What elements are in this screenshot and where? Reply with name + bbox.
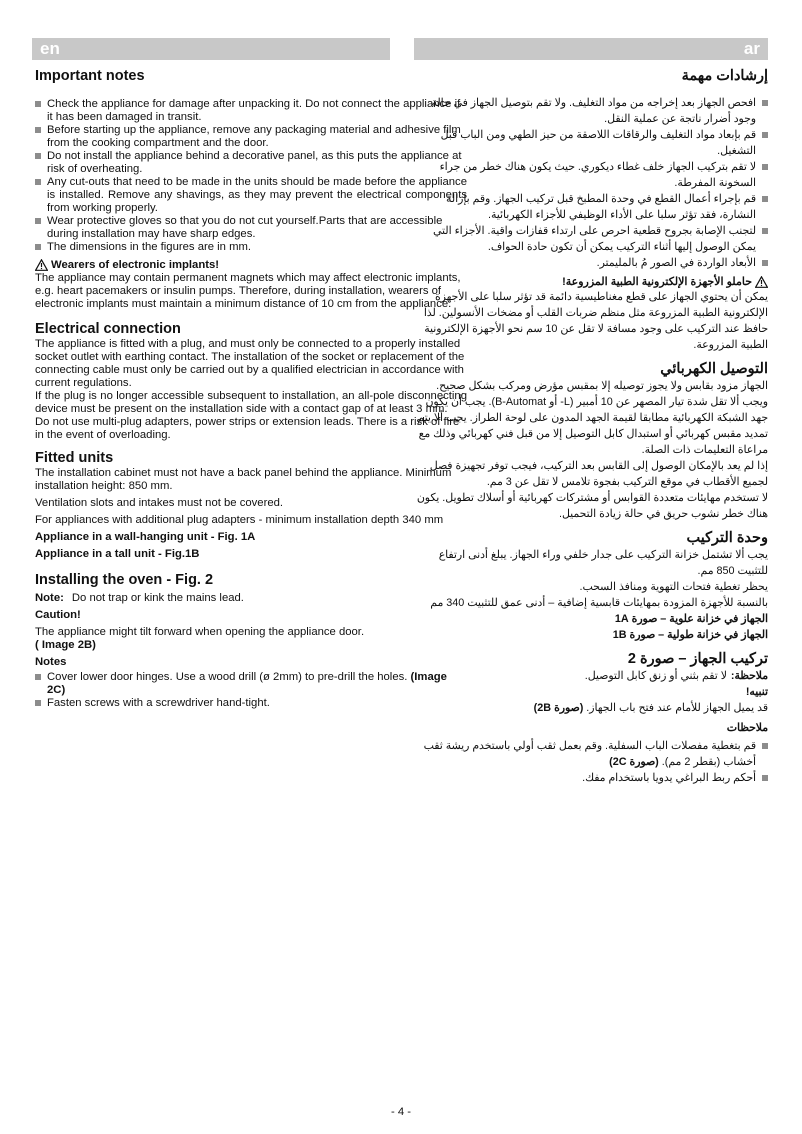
note-text: Do not trap or kink the mains lead. bbox=[71, 592, 244, 604]
oven-notes-list-ar bbox=[414, 738, 768, 786]
implants-warning-heading-ar bbox=[414, 275, 768, 289]
english-column bbox=[35, 38, 467, 710]
electrical-connection-heading-ar: التوصيل الكهربائي bbox=[660, 361, 768, 377]
note-1-image-ref: (Image 2C) bbox=[47, 671, 447, 696]
fitted-units-heading-ar: وحدة التركيب bbox=[686, 530, 768, 546]
list-item: افحص الجهاز بعد إخراجه من مواد التغليف. ولا تقم بتوصيل الجهاز في حالة وجود أضرار ناتجة عن عملية النقل. bbox=[414, 95, 768, 127]
page-number: - 4 - bbox=[390, 1106, 412, 1118]
installing-oven-heading: Installing the oven - Fig. 2 bbox=[35, 572, 214, 588]
fitted-paragraph-2: Ventilation slots and intakes must not be covered. bbox=[35, 497, 284, 509]
implants-warning-text-ar: يمكن أن يحتوي الجهاز على قطع مغناطيسية دائمة قد تؤثر سلبا على الأجهزة الإلكترونية الطبية المزروعة مثل منظم ضربات القلب أو مضخات الأنسولين. لذا حافظ عند التركيب على وجود مسافة لا تقل عن 10 سم نحو الأجهزة الإلكترونية الطبية المزروعة. bbox=[423, 291, 768, 351]
caution-text bbox=[35, 626, 467, 652]
electrical-connection-section bbox=[35, 320, 467, 442]
fitted-units-section-ar bbox=[414, 529, 768, 643]
electrical-connection-section-ar bbox=[414, 360, 768, 522]
list-item: Check the appliance for damage after unpacking it. Do not connect the appliance if it has been damaged in transit. bbox=[35, 98, 467, 124]
list-item bbox=[35, 671, 467, 697]
warning-triangle-icon bbox=[35, 259, 48, 271]
installing-oven-heading-ar: تركيب الجهاز – صورة 2 bbox=[627, 651, 768, 667]
arabic-column bbox=[414, 38, 768, 786]
important-notes-heading-ar: إرشادات مهمة bbox=[681, 68, 768, 84]
list-item: The dimensions in the figures are in mm. bbox=[35, 241, 467, 254]
important-notes-section-ar bbox=[414, 67, 768, 353]
implants-warning-title-ar: حاملو الأجهزة الإلكترونية الطبية المزروعة! bbox=[562, 276, 752, 288]
notes-heading-ar: ملاحظات bbox=[726, 722, 768, 734]
electrical-paragraph-3-ar: لا تستخدم مهايئات متعددة القوابس أو مشتركات كهربائية أو أسلاك تطويل. يكون هناك خطر نشوب حريق في حالة زيادة التحميل. bbox=[416, 492, 768, 520]
caution-body: The appliance might tilt forward when opening the appliance door. bbox=[35, 626, 365, 638]
fitted-tall-unit: Appliance in a tall unit - Fig.1B bbox=[35, 548, 200, 560]
note-1-image-ref-ar: (صورة 2C) bbox=[609, 756, 659, 768]
caution-heading: Caution! bbox=[35, 609, 81, 621]
electrical-paragraph-2: If the plug is no longer accessible subsequent to installation, an all-pole disconnecting device must be present on the installation side with a contact gap of at least 3 mm. bbox=[35, 390, 467, 415]
fitted-paragraph-1-ar: يجب ألا تشتمل خزانة التركيب على جدار خلفي وراء الجهاز. يبلغ أدنى ارتفاع للتثبيت 850 مم. bbox=[438, 549, 768, 577]
list-item: أحكم ربط البراغي يدويا باستخدام مفك. bbox=[414, 770, 768, 786]
electrical-paragraph-1-ar: الجهاز مزود بقابس ولا يجوز توصيله إلا بمقبس مؤرض ومركب بشكل صحيح. ويجب ألا تقل شدة تيار المصهر عن 10 أمبير (L- أو B-Automat). يجب أن يكون جهد الشبكة الكهربائية مطابقا لقيمة الجهد المدون على لوحة الطراز. يجب ألا يتم تمديد مقبس كهربائي أو استبدال كابل التوصيل إلا من قبل فني كهربائي وذلك مع مراعاة التعليمات ذات الصلة. bbox=[417, 380, 768, 456]
language-header-ar: ar bbox=[414, 38, 768, 60]
list-item: الأبعاد الواردة في الصور مُ بالمليمتر. bbox=[414, 255, 768, 271]
fitted-units-heading: Fitted units bbox=[35, 450, 114, 466]
caution-image-ref-ar: (صورة 2B) bbox=[533, 702, 584, 714]
list-item: Do not install the appliance behind a decorative panel, as this puts the appliance at risk of overheating. bbox=[35, 150, 467, 176]
caution-body-ar: قد يميل الجهاز للأمام عند فتح باب الجهاز. bbox=[586, 702, 768, 714]
list-item: قم بإجراء أعمال القطع في وحدة المطبخ قبل تركيب الجهاز. وقم بإزالة النشارة، فقد تؤثر سلبا على الأداء الوظيفي للأجزاء الكهربائية. bbox=[414, 191, 768, 223]
electrical-paragraph-1: The appliance is fitted with a plug, and must only be connected to a properly installed socket outlet with earthing contact. The installation of the socket or replacement of the connecting cable must only be carried out by a qualified electrician in accordance with current regulations. bbox=[35, 338, 465, 389]
list-item bbox=[414, 738, 768, 770]
list-item: لتجنب الإصابة بجروح قطعية احرص على ارتداء قفازات واقية. الأجزاء التي يمكن الوصول إليها أثناء التركيب يمكن أن تكون حادة الحواف. bbox=[414, 223, 768, 255]
notes-heading: Notes bbox=[35, 656, 67, 668]
list-item: Before starting up the appliance, remove any packaging material and adhesive film from the cooking compartment and the door. bbox=[35, 124, 467, 150]
caution-image-ref: ( Image 2B) bbox=[35, 639, 96, 651]
fitted-wall-unit-ar: الجهاز في خزانة علوية – صورة 1A bbox=[614, 613, 768, 625]
fitted-paragraph-1: The installation cabinet must not have a back panel behind the appliance. Minimum installation height: 850 mm. bbox=[35, 467, 452, 492]
caution-heading-ar: تنبيه! bbox=[745, 686, 768, 698]
fitted-paragraph-3: For appliances with additional plug adapters - minimum installation depth 340 mm bbox=[35, 514, 444, 526]
oven-note-ar bbox=[414, 668, 768, 684]
fitted-wall-unit: Appliance in a wall-hanging unit - Fig. 1A bbox=[35, 531, 256, 543]
electrical-paragraph-3: Do not use multi-plug adapters, power strips or extension leads. There is a risk of fire in the event of overloading. bbox=[35, 416, 460, 441]
important-notes-heading: Important notes bbox=[35, 68, 145, 84]
list-item: لا تقم بتركيب الجهاز خلف غطاء ديكوري. حيث يكون هناك خطر من جراء السخونة المفرطة. bbox=[414, 159, 768, 191]
electrical-connection-heading: Electrical connection bbox=[35, 321, 181, 337]
fitted-tall-unit-ar: الجهاز في خزانة طولية – صورة 1B bbox=[612, 629, 768, 641]
list-item: Wear protective gloves so that you do not cut yourself.Parts that are accessible during installation may have sharp edges. bbox=[35, 215, 467, 241]
fitted-units-section bbox=[35, 449, 467, 561]
installing-oven-section-ar bbox=[414, 650, 768, 786]
important-notes-section bbox=[35, 67, 467, 311]
note-text-ar: لا تقم بثني أو زنق كابل التوصيل. bbox=[584, 670, 727, 682]
caution-text-ar bbox=[414, 700, 768, 716]
list-item: Fasten screws with a screwdriver hand-tight. bbox=[35, 697, 467, 710]
note-label: Note: bbox=[35, 592, 64, 604]
important-notes-list-ar bbox=[414, 95, 768, 271]
oven-note bbox=[35, 592, 467, 605]
oven-notes-list bbox=[35, 671, 467, 710]
fitted-paragraph-2-ar: يحظر تغطية فتحات التهوية ومنافذ السحب. bbox=[579, 581, 768, 593]
implants-warning-text: The appliance may contain permanent magnets which may affect electronic implants, e.g. heart pacemakers or insulin pumps. Therefore, during installation, wearers of electronic implants must maintain a minimum distance of 10 cm from the appliance. bbox=[35, 272, 461, 310]
note-1-text-ar: قم بتغطية مفصلات الباب السفلية. وقم بعمل ثقب أولي باستخدم ريشة ثقب أخشاب (بقطر 2 مم). bbox=[423, 740, 756, 768]
note-1-text: Cover lower door hinges. Use a wood drill (ø 2mm) to pre-drill the holes. bbox=[47, 671, 408, 683]
fitted-paragraph-3-ar: بالنسبة للأجهزة المزودة بمهايئات قابسية إضافية – أدنى عمق للتثبيت 340 مم bbox=[430, 597, 768, 609]
list-item: Any cut-outs that need to be made in the units should be made before the appliance is installed. Remove any shavings, as they may prevent the electrical components from working properly. bbox=[35, 176, 467, 215]
electrical-paragraph-2-ar: إذا لم يعد بالإمكان الوصول إلى القابس بعد التركيب، فيجب توفر تجهيزة فصل لجميع الأقطاب في موقع التركيب بفجوة تلامس لا تقل عن 3 مم. bbox=[429, 460, 768, 488]
installing-oven-section bbox=[35, 571, 467, 710]
note-label-ar: ملاحظة: bbox=[730, 670, 768, 682]
language-header-en: en bbox=[32, 38, 390, 60]
implants-warning-heading bbox=[35, 258, 467, 272]
warning-triangle-icon bbox=[755, 276, 768, 288]
list-item: قم بإبعاد مواد التغليف والرقاقات اللاصقة من حيز الطهي ومن الباب قبل التشغيل. bbox=[414, 127, 768, 159]
important-notes-list bbox=[35, 98, 467, 254]
implants-warning-title: Wearers of electronic implants! bbox=[51, 259, 220, 271]
